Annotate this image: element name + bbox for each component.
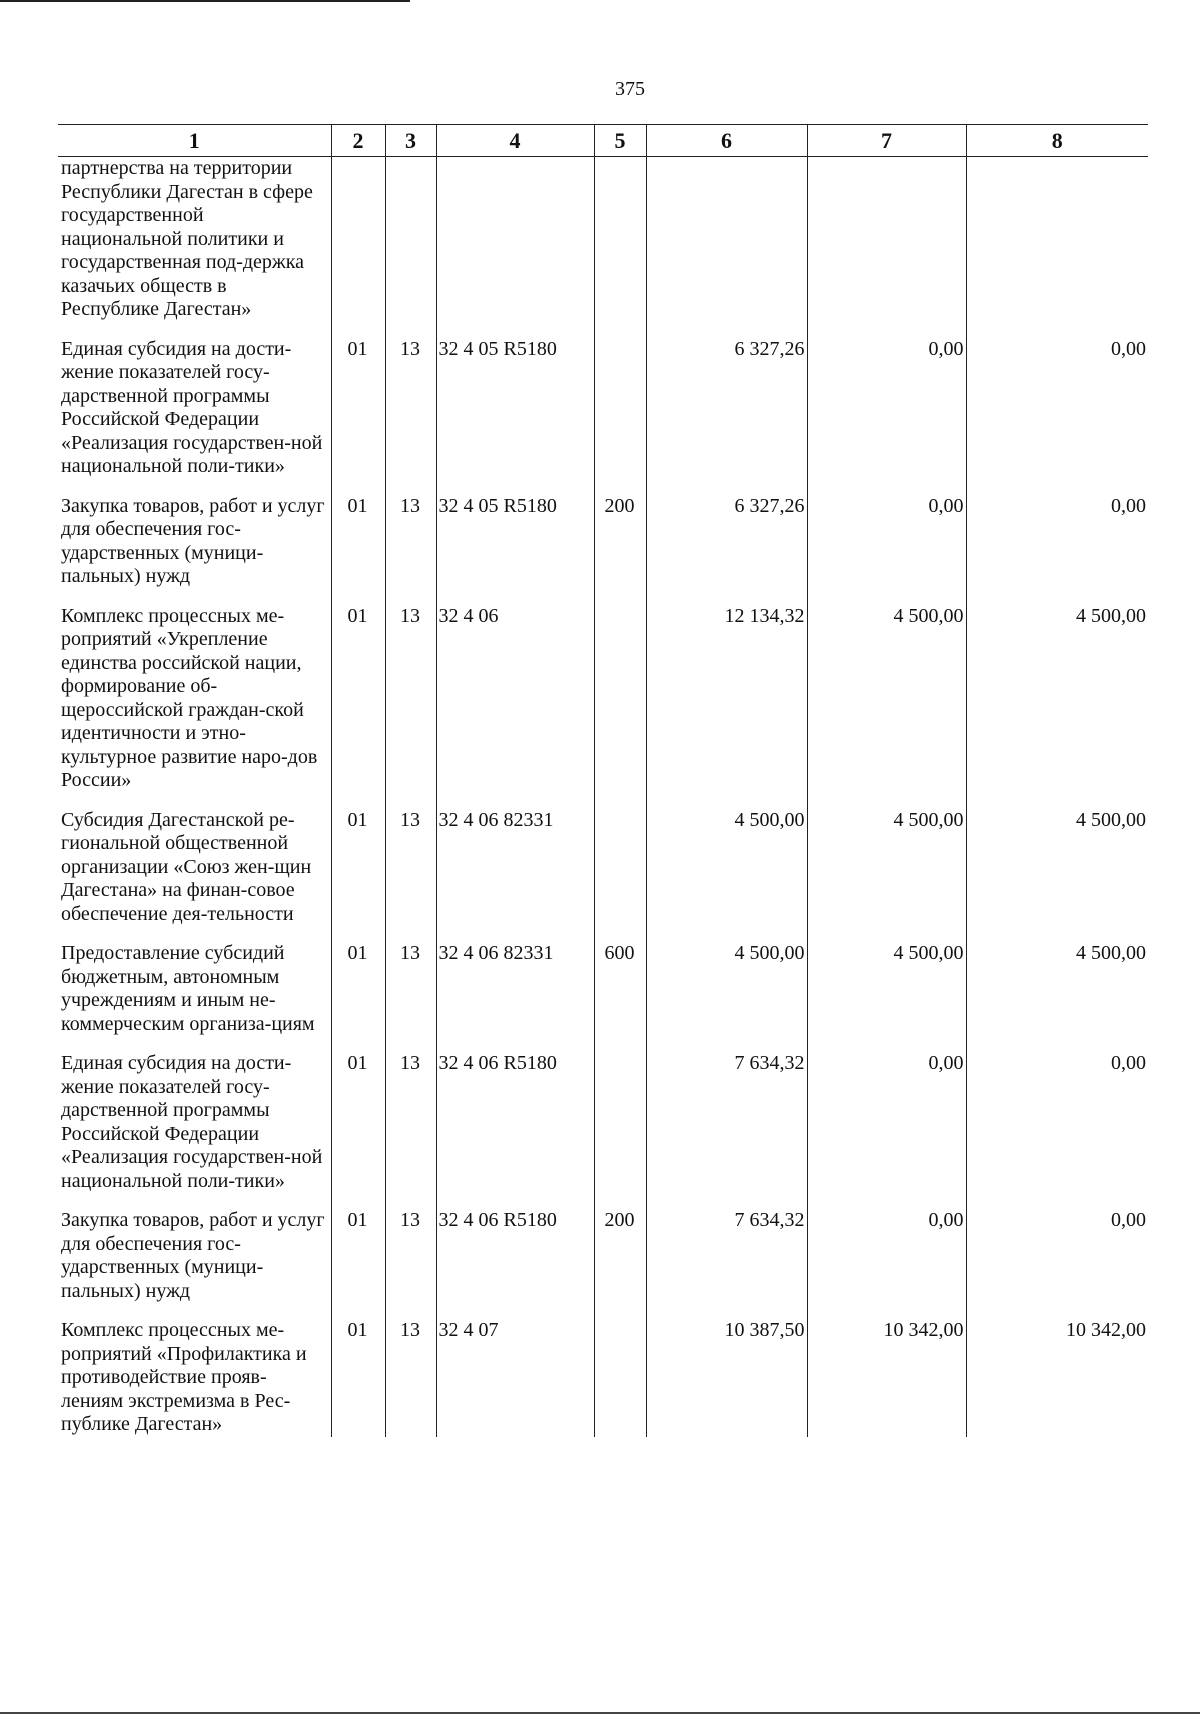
row-gap [970,966,1147,982]
expense-type-code [594,809,646,943]
subsection-code-text: 13 [400,604,420,627]
amount-year-3-text: 0,00 [1111,1052,1146,1074]
amount-year-2-text: 0,00 [928,494,964,517]
row-name [58,942,331,1052]
row-gap [811,1233,964,1249]
row-gap [650,1076,805,1092]
amount-year-3 [966,942,1148,1052]
row-gap [61,1193,327,1209]
row-gap [598,518,642,534]
section-code [331,1052,385,1209]
row-name [58,1209,331,1319]
column-header: 1 [58,125,331,157]
target-article-code-text: 32 4 06 82331 [438,808,554,831]
table-header [58,125,1148,157]
expense-type-code [594,1209,646,1319]
row-gap [61,479,327,495]
section-code-text: 01 [347,337,368,360]
row-name-text: Комплекс процессных ме-роприятий «Профилактика и противодействие прояв-лениям экстремизма в Рес-публике Дагестан» [61,1319,307,1435]
amount-year-3-text: 4 500,00 [1076,604,1146,627]
row-gap [439,628,590,644]
section-code-text: 01 [347,494,368,517]
row-gap [970,1076,1147,1092]
table-row [58,495,1148,605]
row-name-text: партнерства на территории Республики Дагестан в сфере государственной национальной политики и государственная под-держка казачьих обществ в Республике Дагестан» [61,157,313,320]
amount-year-1 [646,495,807,605]
amount-year-2 [807,1209,966,1319]
table-row [58,809,1148,943]
amount-year-3-text: 0,00 [1111,494,1146,517]
row-gap [389,1233,432,1249]
row-name [58,157,331,338]
table-row [58,157,1148,338]
row-gap [61,589,327,605]
amount-year-2 [807,495,966,605]
expense-type-code [594,942,646,1052]
row-gap [970,628,1147,644]
row-gap [335,628,381,644]
row-gap [439,157,590,173]
row-gap [61,1036,327,1052]
row-name [58,338,331,495]
expense-type-code [594,157,646,338]
row-gap [335,361,381,377]
subsection-code [385,1319,436,1437]
amount-year-1-text: 6 327,26 [734,337,805,360]
target-article-code [436,1209,594,1319]
row-gap [650,157,805,173]
row-name [58,1052,331,1209]
amount-year-2 [807,1319,966,1437]
amount-year-1 [646,605,807,809]
amount-year-1 [646,1052,807,1209]
page-number: 375 [615,78,645,100]
row-name-text: Единая субсидия на дости-жение показателей госу-дарственной программы Российской Федерации «Реализация государствен-ной национальной поли-тики» [61,1052,323,1192]
row-gap [439,832,590,848]
amount-year-1-text: 4 500,00 [734,808,805,831]
amount-year-3-text: 10 342,00 [1066,1319,1146,1341]
row-name [58,1319,331,1437]
row-gap [389,518,432,534]
row-gap [811,832,964,848]
row-gap [335,1233,381,1249]
amount-year-3-text: 0,00 [1111,337,1146,360]
row-gap [970,518,1147,534]
expense-type-code-text: 200 [604,1209,635,1231]
amount-year-2-text: 10 342,00 [883,1319,964,1341]
amount-year-2 [807,338,966,495]
row-name-text: Субсидия Дагестанской ре-гиональной общественной организации «Союз жен-щин Дагестана» на финан-совое обеспечение дея-тельности [61,808,312,925]
amount-year-2 [807,809,966,943]
expense-type-code-text: 600 [604,942,635,964]
row-gap [650,832,805,848]
section-code [331,495,385,605]
amount-year-3 [966,605,1148,809]
target-article-code [436,495,594,605]
row-gap [598,338,642,354]
section-code-text: 01 [347,1319,368,1341]
target-article-code [436,942,594,1052]
row-name-text: Предоставление субсидий бюджетным, автономным учреждениям и иным не-коммерческим организа-циям [61,942,315,1035]
amount-year-2 [807,942,966,1052]
subsection-code-text: 13 [400,1209,420,1231]
section-code [331,605,385,809]
top-rule [0,0,410,2]
subsection-code [385,157,436,338]
amount-year-3 [966,1319,1148,1437]
amount-year-1-text: 7 634,32 [734,1052,805,1074]
row-gap [811,966,964,982]
expense-type-code [594,495,646,605]
column-header: 4 [436,125,594,157]
subsection-code [385,605,436,809]
row-gap [970,832,1147,848]
target-article-code-text: 32 4 06 82331 [438,942,554,964]
row-gap [970,157,1147,173]
row-name-text: Комплекс процессных ме-роприятий «Укрепление единства российской нации, формирование об-щероссийской граждан-ской идентичности и этно-культурное развитие наро-дов России» [61,604,318,791]
row-gap [439,1233,590,1249]
amount-year-2-text: 4 500,00 [893,808,964,831]
subsection-code-text: 13 [400,337,420,360]
row-gap [598,605,642,621]
amount-year-2 [807,157,966,338]
column-header: 6 [646,125,807,157]
row-gap [335,518,381,534]
row-gap [811,361,964,377]
target-article-code-text: 32 4 05 R5180 [438,494,557,517]
expense-type-code [594,338,646,495]
row-gap [439,1076,590,1092]
row-gap [61,322,327,338]
row-gap [61,926,327,942]
subsection-code-text: 13 [400,494,420,517]
amount-year-1 [646,338,807,495]
row-gap [970,361,1147,377]
row-name [58,495,331,605]
subsection-code-text: 13 [400,808,420,831]
row-gap [650,518,805,534]
amount-year-3 [966,495,1148,605]
row-gap [389,628,432,644]
bottom-rule [0,1712,1200,1714]
amount-year-1 [646,1209,807,1319]
row-gap [811,628,964,644]
amount-year-1-text: 10 387,50 [724,1319,805,1341]
row-gap [389,966,432,982]
table-row [58,1209,1148,1319]
section-code [331,809,385,943]
amount-year-2-text: 0,00 [928,1052,964,1074]
row-gap [389,361,432,377]
expense-type-code-text: 200 [604,494,635,517]
section-code [331,1209,385,1319]
amount-year-1 [646,1319,807,1437]
subsection-code [385,942,436,1052]
amount-year-1 [646,809,807,943]
row-gap [335,1076,381,1092]
row-name-text: Закупка товаров, работ и услуг для обеспечения гос-ударственных (муници-пальных) нужд [61,1209,325,1302]
column-header: 8 [966,125,1148,157]
column-header: 3 [385,125,436,157]
subsection-code-text: 13 [400,942,420,964]
amount-year-2-text: 0,00 [928,1209,964,1231]
expense-type-code [594,605,646,809]
row-gap [439,361,590,377]
row-gap [598,1233,642,1249]
amount-year-2-text: 4 500,00 [893,604,964,627]
row-gap [650,361,805,377]
amount-year-2-text: 4 500,00 [893,942,964,964]
row-gap [650,966,805,982]
amount-year-2-text: 0,00 [928,337,964,360]
amount-year-3-text: 4 500,00 [1076,942,1146,964]
subsection-code-text: 13 [400,1052,420,1074]
table-row [58,1319,1148,1437]
section-code-text: 01 [347,942,368,964]
subsection-code-text: 13 [400,1319,420,1341]
target-article-code [436,1052,594,1209]
table-row [58,1052,1148,1209]
amount-year-2 [807,605,966,809]
expense-type-code [594,1319,646,1437]
amount-year-3-text: 4 500,00 [1076,808,1146,831]
target-article-code-text: 32 4 05 R5180 [438,337,557,360]
row-gap [439,966,590,982]
target-article-code [436,1319,594,1437]
row-gap [598,1052,642,1068]
row-gap [598,966,642,982]
column-header: 5 [594,125,646,157]
subsection-code [385,338,436,495]
target-article-code-text: 32 4 06 [438,604,499,627]
amount-year-1 [646,157,807,338]
target-article-code [436,338,594,495]
amount-year-3 [966,1209,1148,1319]
subsection-code [385,495,436,605]
row-gap [598,809,642,825]
budget-table [58,124,1148,1437]
row-gap [811,1076,964,1092]
subsection-code [385,1052,436,1209]
target-article-code [436,605,594,809]
row-gap [61,1303,327,1319]
section-code-text: 01 [347,808,368,831]
amount-year-3 [966,1052,1148,1209]
amount-year-3-text: 0,00 [1111,1209,1146,1231]
subsection-code [385,1209,436,1319]
row-gap [650,1233,805,1249]
row-gap [61,793,327,809]
row-gap [389,1076,432,1092]
subsection-code [385,809,436,943]
amount-year-2 [807,1052,966,1209]
column-header: 7 [807,125,966,157]
table-row [58,605,1148,809]
row-name-text: Единая субсидия на дости-жение показателей госу-дарственной программы Российской Федерации «Реализация государствен-ной национальной поли-тики» [61,337,323,477]
row-gap [811,518,964,534]
section-code [331,157,385,338]
section-code-text: 01 [347,604,368,627]
amount-year-1-text: 7 634,32 [734,1209,805,1231]
amount-year-1-text: 12 134,32 [724,604,805,627]
target-article-code [436,157,594,338]
amount-year-3 [966,809,1148,943]
amount-year-3 [966,157,1148,338]
section-code [331,942,385,1052]
table-row [58,338,1148,495]
row-gap [598,157,642,173]
row-gap [439,518,590,534]
row-gap [389,157,432,173]
target-article-code-text: 32 4 06 R5180 [438,1209,557,1231]
row-gap [650,628,805,644]
section-code-text: 01 [347,1052,368,1074]
row-name-text: Закупка товаров, работ и услуг для обеспечения гос-ударственных (муници-пальных) нужд [61,494,325,587]
amount-year-1 [646,942,807,1052]
section-code [331,338,385,495]
amount-year-1-text: 4 500,00 [734,942,805,964]
row-name [58,605,331,809]
row-gap [970,1233,1147,1249]
row-name [58,809,331,943]
header-row [58,125,1148,157]
table-row [58,942,1148,1052]
table-body [58,157,1148,1437]
target-article-code-text: 32 4 06 R5180 [438,1052,557,1074]
row-gap [811,157,964,173]
section-code-text: 01 [347,1209,368,1231]
row-gap [335,157,381,173]
row-gap [335,832,381,848]
section-code [331,1319,385,1437]
target-article-code [436,809,594,943]
amount-year-3 [966,338,1148,495]
column-header: 2 [331,125,385,157]
row-gap [335,966,381,982]
amount-year-1-text: 6 327,26 [734,494,805,517]
target-article-code-text: 32 4 07 [438,1319,499,1341]
expense-type-code [594,1052,646,1209]
row-gap [389,832,432,848]
